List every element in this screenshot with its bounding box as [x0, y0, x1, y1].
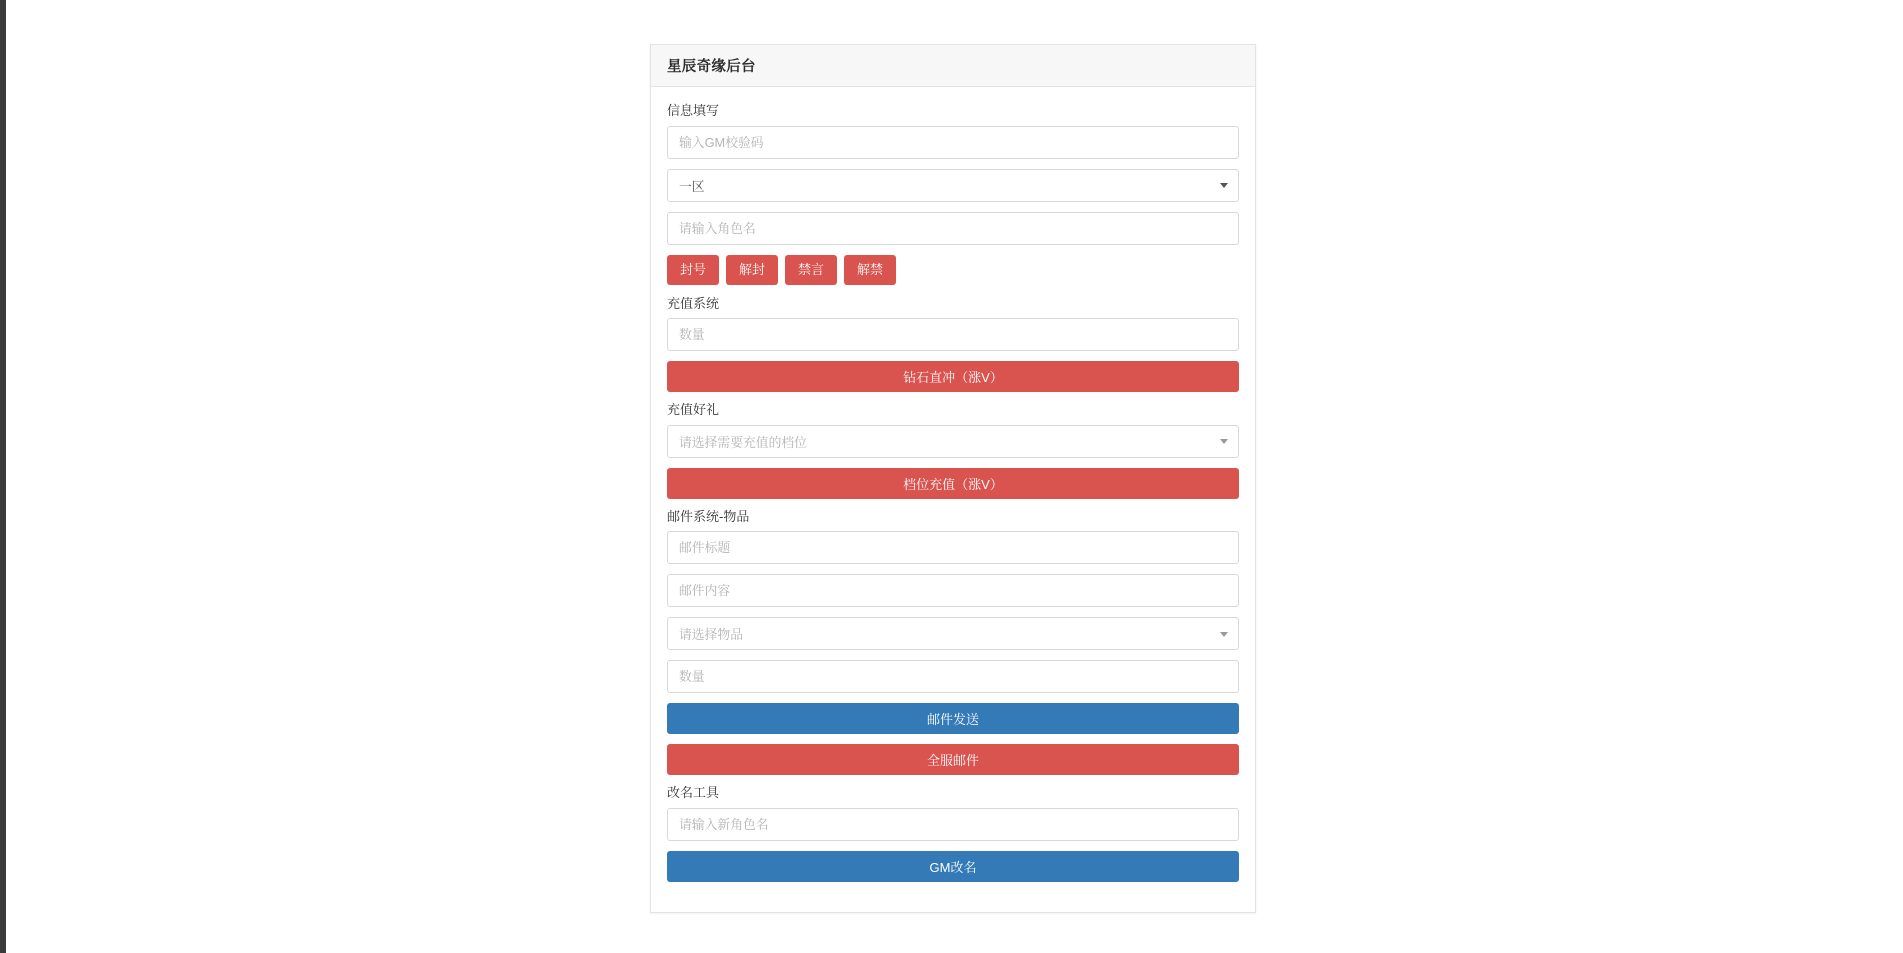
recharge-amount-input[interactable] [667, 318, 1239, 351]
gm-admin-panel [650, 44, 1256, 913]
mail-broadcast-button[interactable]: 全服邮件 [667, 744, 1239, 775]
unban-button[interactable]: 解封 [726, 255, 778, 285]
chevron-down-icon [1220, 632, 1228, 637]
section-label-info: 信息填写 [667, 103, 720, 118]
chevron-down-icon [1220, 439, 1228, 444]
tier-recharge-button[interactable]: 档位充值（涨V） [667, 468, 1239, 499]
section-label-gift: 充值好礼 [667, 402, 720, 418]
mail-item-select[interactable] [667, 617, 1239, 650]
mail-content-input[interactable] [667, 574, 1239, 607]
mute-button[interactable]: 禁言 [785, 255, 837, 285]
gm-rename-button[interactable]: GM改名 [667, 851, 1239, 882]
server-select-value[interactable]: 一区 [667, 169, 1239, 202]
recharge-tier-select-value[interactable]: 请选择需要充值的档位 [667, 425, 1239, 458]
mail-item-count-input[interactable] [667, 660, 1239, 693]
gm-code-input[interactable] [667, 126, 1239, 159]
role-name-input[interactable] [667, 212, 1239, 245]
section-label-mail: 邮件系统-物品 [667, 508, 750, 524]
panel-body [651, 87, 1255, 912]
mail-title-input[interactable] [667, 531, 1239, 564]
new-role-name-input[interactable] [667, 808, 1239, 841]
account-action-buttons [667, 255, 1239, 285]
recharge-tier-select[interactable] [667, 425, 1239, 458]
mail-item-select-value[interactable]: 请选择物品 [667, 617, 1239, 650]
mail-send-button[interactable]: 邮件发送 [667, 703, 1239, 734]
diamond-recharge-button[interactable]: 钻石直冲（涨V） [667, 361, 1239, 392]
unmute-button[interactable]: 解禁 [844, 255, 896, 285]
section-label-rename: 改名工具 [667, 785, 720, 801]
section-label-recharge: 充值系统 [667, 295, 720, 311]
chevron-down-icon [1220, 183, 1228, 188]
page-title: 星辰奇缘后台 [667, 59, 756, 75]
server-select[interactable] [667, 169, 1239, 202]
ban-button[interactable]: 封号 [667, 255, 719, 285]
panel-header [651, 45, 1255, 87]
